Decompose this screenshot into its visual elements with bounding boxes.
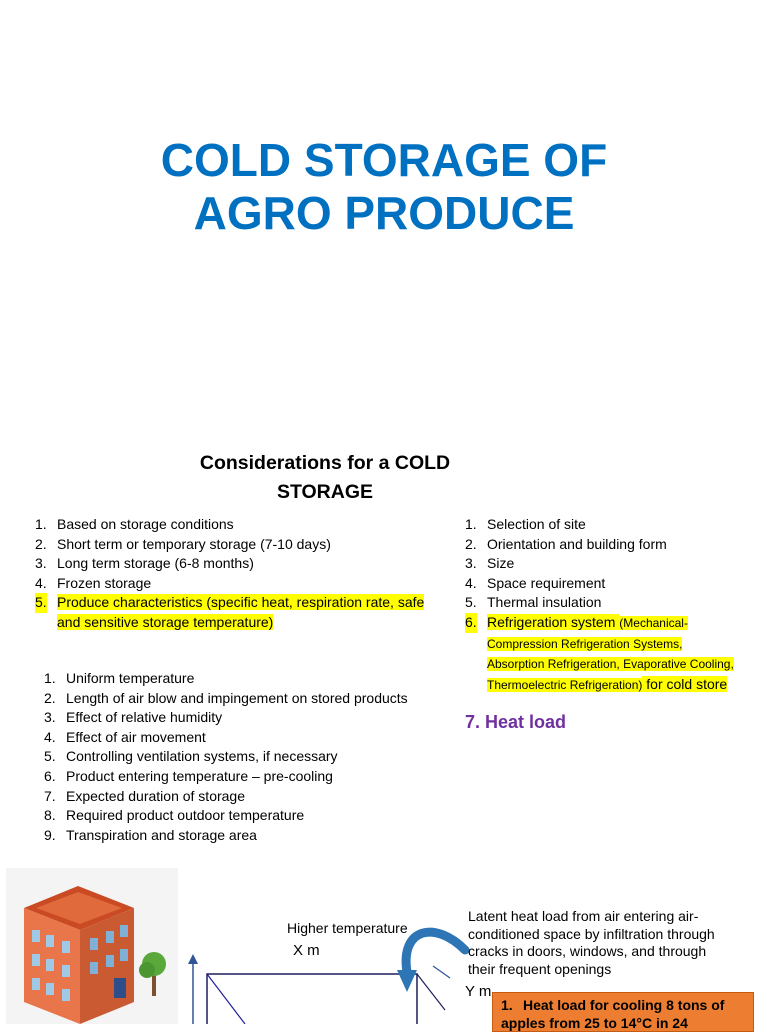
section-title-line-2: STORAGE [276,481,374,503]
list-item-text: Short term or temporary storage (7-10 days) [57,535,331,552]
list-item [44,689,444,709]
arrow-head-icon [397,970,417,992]
list-item [44,728,444,748]
higher-temperature-label: Higher temperature [287,920,408,936]
list-item [465,574,735,594]
design-factors-list [44,669,444,845]
list-item-number: 4. [35,574,47,591]
list-item-text: Size [487,555,515,572]
list-item-text: Uniform temperature [66,670,195,686]
heat-load-callout [492,992,754,1032]
list-item-number: 5. [35,593,47,613]
room-diagonal [207,974,245,1024]
list-item-number: 1. [465,516,477,532]
list-item-number: 2. [35,535,47,552]
list-item-text: Effect of air movement [66,728,206,745]
list-item [35,515,435,535]
list-item-text: Controlling ventilation systems, if necessary [66,748,338,765]
pointer-line [433,966,450,978]
list-item-text: Length of air blow and impingement on stored products [66,689,408,706]
cold-store-diagram [185,900,505,1024]
list-item-text: Expected duration of storage [66,787,246,804]
page-title [0,134,768,240]
callout-number: 1. [501,997,513,1013]
building-illustration [6,868,178,1024]
refrigeration-system-tail: for cold store [646,675,728,692]
list-item-text: Required product outdoor temperature [66,807,305,824]
room-depth-line [417,974,445,1010]
list-item [465,535,735,555]
building-considerations-list [465,515,735,695]
list-item-text: Selection of site [487,516,586,532]
list-item-number: 3. [465,555,477,572]
refrigeration-system-detail: (Mechanical-Compression Refrigeration Systems, Absorption Refrigeration, Evaporative Cooling, Thermoelectric Refrigeration) [487,615,734,692]
list-item [465,554,735,574]
list-item-highlighted [35,593,435,632]
list-item-number: 4. [465,574,477,591]
title-line-2: AGRO PRODUCE [193,187,575,239]
refrigeration-system-label: Refrigeration system [487,613,616,630]
list-item-text: Orientation and building form [487,535,667,552]
list-item-number: 8. [44,807,56,824]
y-dimension-label: Y m [465,983,492,1000]
list-item [44,708,444,728]
section-title [150,449,500,507]
list-item-number: 9. [44,826,56,843]
list-item-number: 4. [44,728,56,745]
list-item-number: 6. [44,767,56,784]
list-item-text: Produce characteristics (specific heat, respiration rate, safe and sensitive storage temperature) [57,594,425,630]
list-item-text: Transpiration and storage area [66,826,257,843]
list-item [35,554,435,574]
list-item [35,535,435,555]
infiltration-arrow-icon [406,932,465,972]
storage-conditions-list [35,515,435,633]
list-item-text: Long term storage (6-8 months) [57,555,254,572]
list-item-number: 1. [44,670,56,686]
list-item-number: 7. [44,787,56,804]
room-outline [207,974,417,1024]
title-line-1: COLD STORAGE OF [160,134,608,186]
list-item-highlighted [465,613,735,695]
list-item [465,593,735,613]
list-item-number: 1. [35,516,47,532]
building-icon [6,868,178,1024]
list-item-number: 3. [35,555,47,572]
list-item-text: Based on storage conditions [57,516,234,532]
list-item [44,747,444,767]
list-item [35,574,435,594]
list-item [44,669,444,689]
list-item [44,787,444,807]
list-item-number: 2. [465,535,477,552]
list-item-text: Product entering temperature – pre-cooling [66,767,333,784]
list-item [44,826,444,846]
list-item-text: Space requirement [487,574,606,591]
latent-heat-note: Latent heat load from air entering air-conditioned space by infiltration through cracks in doors, windows, and through their frequent openings [468,908,715,977]
section-title-line-1: Considerations for a COLD [199,452,451,474]
list-item-text: Effect of relative humidity [66,709,223,726]
callout-text: Heat load for cooling 8 tons of apples from 25 to 14°C in 24 [501,997,725,1031]
x-dimension-label: X m [293,942,320,959]
list-item [465,515,735,535]
list-item-number: 5. [44,748,56,765]
list-item-number: 6. [465,613,477,633]
list-item-number: 3. [44,709,56,726]
list-item-text: Thermal insulation [487,594,602,611]
list-item-text: Frozen storage [57,574,152,591]
heat-load-heading: 7. Heat load [465,712,567,732]
list-item-number: 2. [44,689,56,706]
list-item-number: 5. [465,594,477,611]
list-item [44,806,444,826]
list-item [44,767,444,787]
axis-arrow-icon [188,954,198,964]
